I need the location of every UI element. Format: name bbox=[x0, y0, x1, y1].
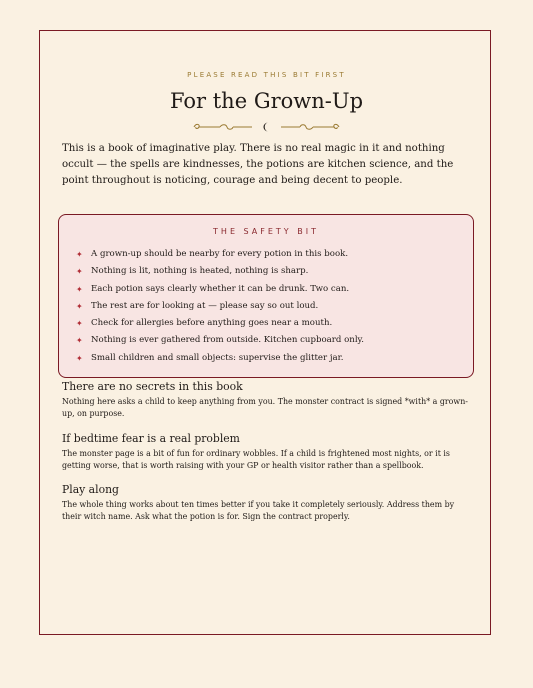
safety-item bbox=[75, 332, 364, 349]
star-icon: ✦ bbox=[76, 267, 83, 277]
section-play-along bbox=[62, 483, 474, 523]
star-icon: ✦ bbox=[76, 301, 83, 311]
section-no-secrets bbox=[62, 380, 474, 420]
moon-flourish-icon bbox=[190, 120, 343, 134]
safety-title: THE SAFETY BIT bbox=[213, 227, 319, 236]
star-icon: ✦ bbox=[76, 250, 83, 259]
section-heading: If bedtime fear is a real problem bbox=[62, 432, 240, 445]
section-body: Nothing here asks a child to keep anything from you. The monster contract is signed *with* a grown-up, on purpose. bbox=[62, 397, 468, 418]
safety-item bbox=[75, 246, 364, 263]
section-body: The whole thing works about ten times better if you take it completely seriously. Address them by their witch name. Ask what the potion is for. Sign the contract properly. bbox=[62, 500, 455, 521]
safety-item-text: Nothing is lit, nothing is heated, nothing is sharp. bbox=[91, 266, 309, 277]
star-icon: ✦ bbox=[76, 284, 83, 294]
safety-item bbox=[75, 350, 364, 367]
section-bedtime-fear bbox=[62, 432, 474, 472]
safety-item-text: A grown-up should be nearby for every potion in this book. bbox=[91, 249, 349, 259]
page-title: For the Grown-Up bbox=[169, 89, 364, 113]
star-icon: ✦ bbox=[76, 336, 83, 346]
section-body: The monster page is a bit of fun for ordinary wobbles. If a child is frightened most nights, or it is getting worse, that is worth raising with your GP or health visitor rather than a spellbook. bbox=[62, 449, 450, 470]
safety-item-text: The rest are for looking at — please say so out loud. bbox=[91, 300, 319, 311]
kicker-text: PLEASE READ THIS BIT FIRST bbox=[187, 71, 346, 79]
safety-item bbox=[75, 298, 364, 315]
safety-item-text: Nothing is ever gathered from outside. Kitchen cupboard only. bbox=[91, 335, 365, 346]
safety-list bbox=[75, 246, 364, 367]
safety-item bbox=[75, 315, 364, 332]
safety-item bbox=[75, 263, 364, 280]
safety-panel bbox=[58, 214, 474, 378]
safety-item-text: Small children and small objects: supervise the glitter jar. bbox=[91, 352, 344, 363]
safety-item bbox=[75, 281, 364, 298]
star-icon: ✦ bbox=[76, 319, 83, 329]
safety-item-text: Check for allergies before anything goes near a mouth. bbox=[91, 318, 333, 329]
safety-item-text: Each potion says clearly whether it can be drunk. Two can. bbox=[91, 283, 350, 294]
section-heading: There are no secrets in this book bbox=[62, 380, 243, 393]
section-heading: Play along bbox=[62, 483, 119, 496]
star-icon: ✦ bbox=[76, 353, 83, 363]
intro-paragraph: This is a book of imaginative play. There is no real magic in it and nothing occult — the spells are kindnesses, the potions are kitchen science, and the point throughout is noticing, courage and being decent to people. bbox=[62, 143, 454, 186]
